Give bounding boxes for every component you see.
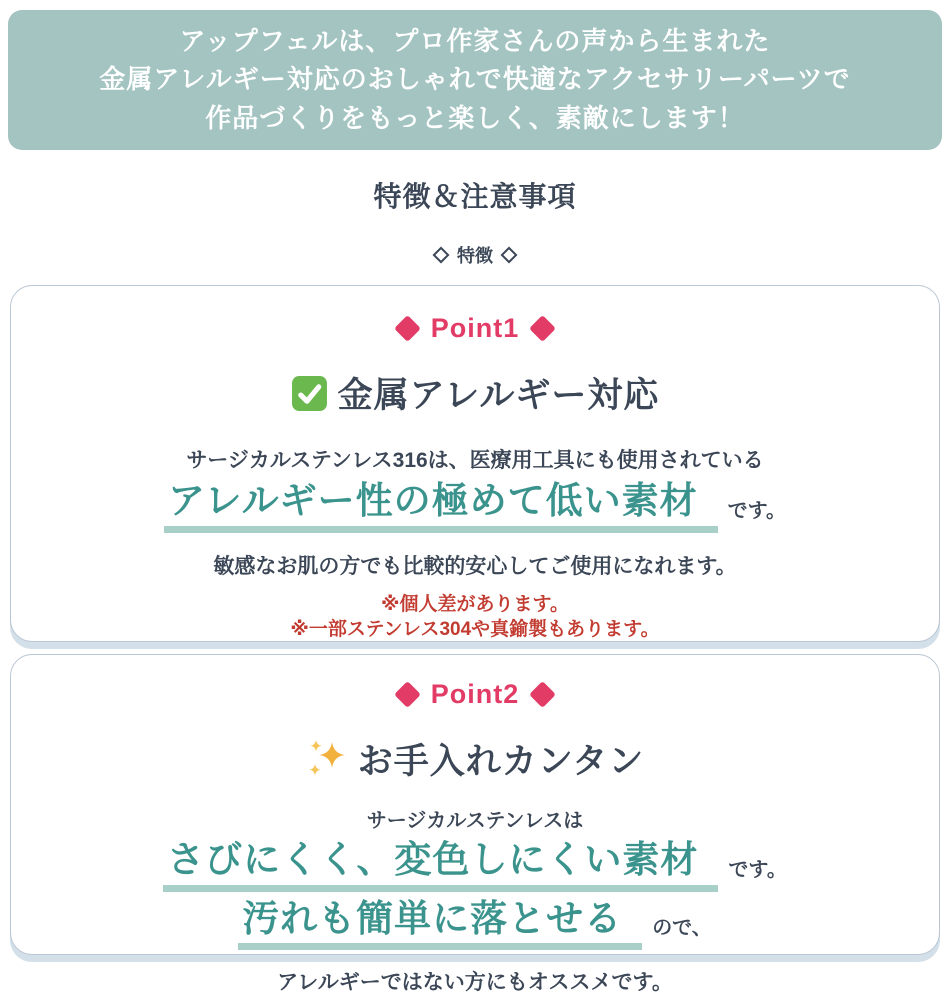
diamond-outline-icon	[433, 247, 450, 264]
section-title: 特徴＆注意事項	[373, 181, 577, 212]
card1-highlight	[11, 480, 939, 533]
highlight-tail-text: です。	[727, 499, 786, 522]
section-subtitle-row	[0, 242, 950, 268]
card1-warnings	[11, 592, 939, 643]
card2-highlight-2	[11, 898, 939, 951]
promo-banner	[8, 10, 942, 150]
card1-title-row	[11, 368, 939, 418]
feature-card-point2	[10, 654, 940, 995]
highlight-underlined-text: さびにくく、変色しにくい素材	[163, 839, 718, 892]
banner-line-1: アップフェルは、プロ作家さんの声から生まれた	[179, 26, 771, 57]
point2-label: Point2	[430, 679, 520, 709]
point1-badge	[11, 313, 939, 344]
card2-highlight-1	[11, 839, 939, 892]
card1-intro: サージカルステンレス316は、医療用工具にも使用されている	[186, 449, 764, 472]
feature-card-point1	[10, 285, 940, 642]
highlight-underlined-text: アレルギー性の極めて低い素材	[164, 480, 718, 533]
highlight-tail-text: です。	[728, 858, 787, 881]
banner-line-3: 作品づくりをもっと楽しく、素敵にします！	[205, 102, 745, 133]
diamond-outline-icon	[501, 247, 518, 264]
point2-badge	[11, 679, 939, 710]
card2-intro: サージカルステンレスは	[366, 810, 584, 832]
card1-title: 金属アレルギー対応	[337, 376, 660, 415]
highlight-tail-text: ので、	[652, 917, 712, 940]
diamond-icon	[394, 315, 421, 342]
banner-line-2: 金属アレルギー対応のおしゃれで快適なアクセサリーパーツで	[99, 64, 851, 95]
diamond-icon	[394, 681, 421, 708]
diamond-icon	[529, 681, 556, 708]
check-icon	[291, 375, 328, 412]
card2-title-row	[11, 734, 939, 784]
card1-note: 敏感なお肌の方でも比較的安心してご使用になれます。	[213, 554, 737, 578]
highlight-underlined-text: 汚れも簡単に落とせる	[238, 898, 642, 951]
sparkles-icon	[306, 738, 348, 780]
warning-line: ※一部ステンレス304や真鍮製もあります。	[290, 619, 660, 641]
warning-line: ※個人差があります。	[381, 593, 569, 615]
diamond-icon	[529, 315, 556, 342]
card2-title: お手入れカンタン	[357, 742, 645, 781]
point1-label: Point1	[430, 313, 520, 343]
section-subtitle: 特徴	[457, 246, 493, 266]
card2-outro: アレルギーではない方にもオススメです。	[277, 971, 673, 995]
